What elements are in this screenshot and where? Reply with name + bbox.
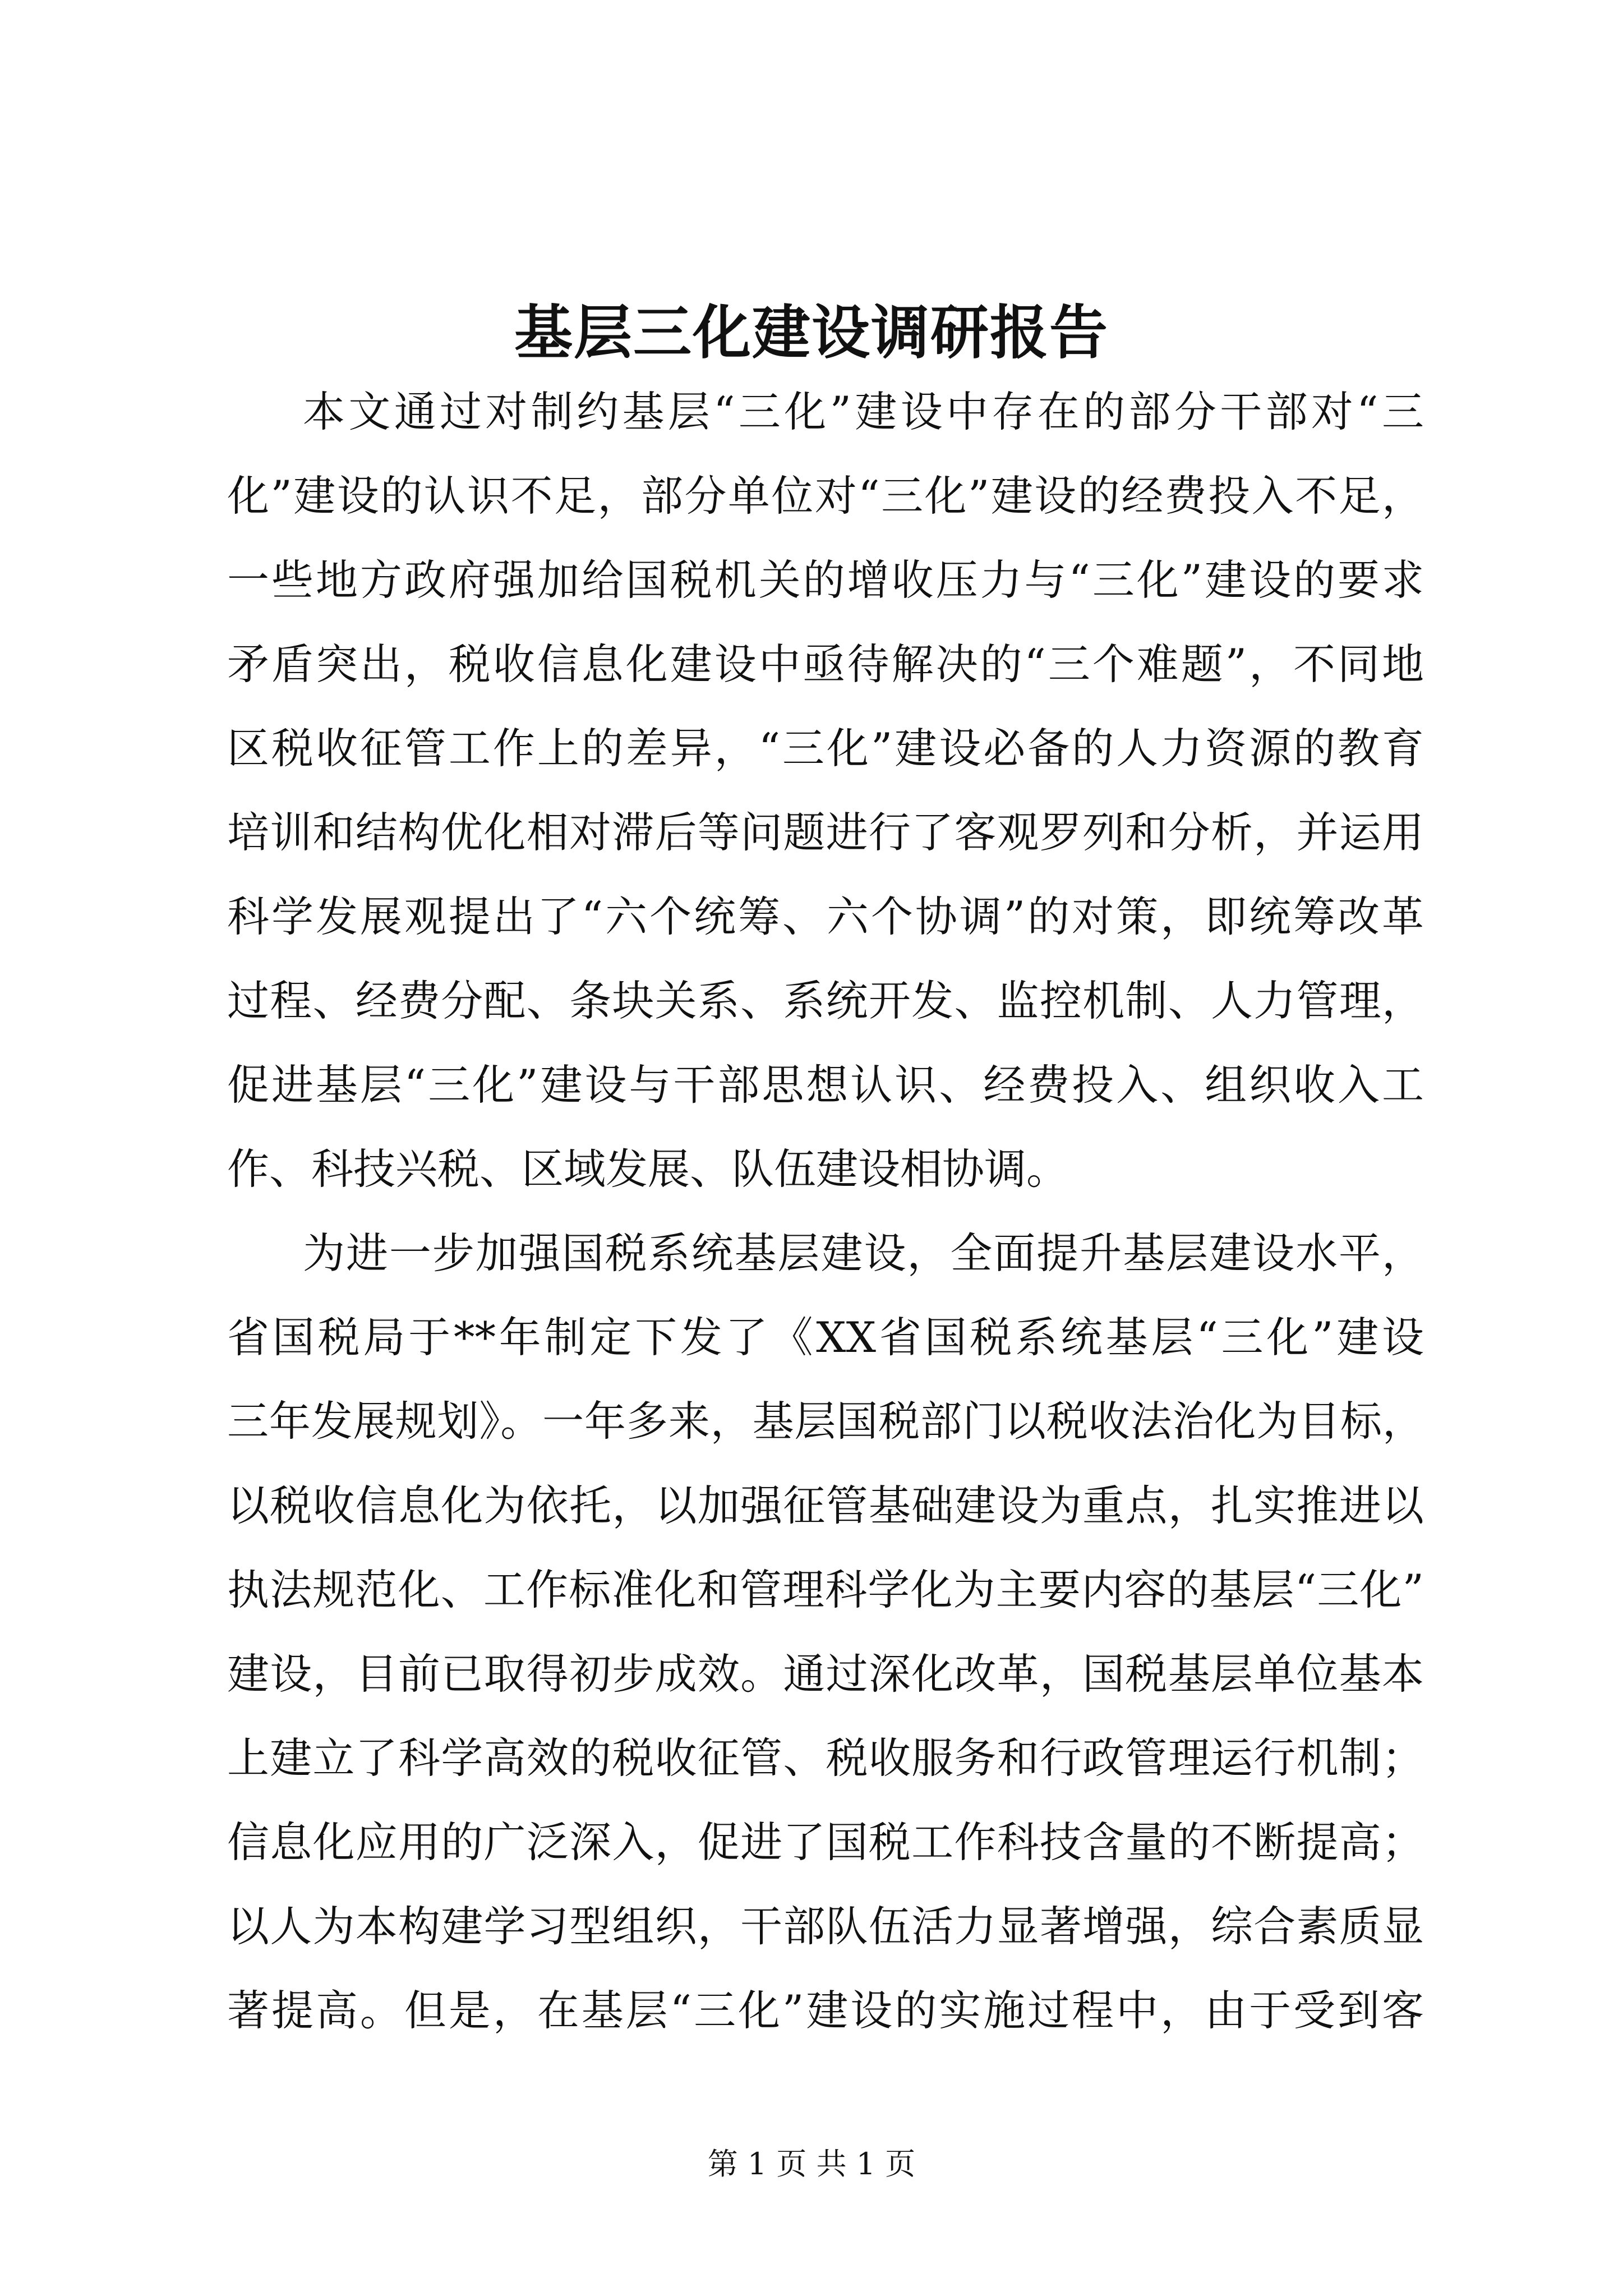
- paragraph-line: 省国税局于**年制定下发了《XX省国税系统基层“三化”建设: [227, 1313, 1424, 1362]
- paragraph-line: 本文通过对制约基层“三化”建设中存在的部分干部对“三: [303, 387, 1424, 436]
- paragraph-line: 促进基层“三化”建设与干部思想认识、经费投入、组织收入工: [227, 1060, 1424, 1110]
- paragraph-line: 区税收征管工作上的差异，“三化”建设必备的人力资源的教育: [227, 724, 1424, 773]
- paragraph-line: 矛盾突出，税收信息化建设中亟待解决的“三个难题”，不同地: [227, 639, 1424, 689]
- paragraph-line: 三年发展规划》。一年多来，基层国税部门以税收法治化为目标，: [227, 1397, 1424, 1446]
- paragraph-line: 以税收信息化为依托，以加强征管基础建设为重点，扎实推进以: [227, 1481, 1424, 1530]
- paragraph-line: 上建立了科学高效的税收征管、税收服务和行政管理运行机制；: [227, 1733, 1424, 1783]
- paragraph-line: 化”建设的认识不足，部分单位对“三化”建设的经费投入不足，: [227, 471, 1424, 521]
- paragraph-line: 执法规范化、工作标准化和管理科学化为主要内容的基层“三化”: [227, 1565, 1424, 1614]
- paragraph-line: 培训和结构优化相对滞后等问题进行了客观罗列和分析，并运用: [227, 808, 1424, 857]
- paragraph-line: 著提高。但是，在基层“三化”建设的实施过程中，由于受到客: [227, 1986, 1424, 2035]
- paragraph-line: 作、科技兴税、区域发展、队伍建设相协调。: [227, 1144, 1069, 1194]
- paragraph-line: 信息化应用的广泛深入，促进了国税工作科技含量的不断提高；: [227, 1818, 1424, 1867]
- paragraph-line: 以人为本构建学习型组织，干部队伍活力显著增强，综合素质显: [227, 1902, 1424, 1951]
- page-number-footer: 第 1 页 共 1 页: [707, 2146, 916, 2182]
- paragraph-line: 科学发展观提出了“六个统筹、六个协调”的对策，即统筹改革: [227, 892, 1424, 941]
- paragraph-line: 一些地方政府强加给国税机关的增收压力与“三化”建设的要求: [227, 555, 1424, 605]
- paragraph-line: 过程、经费分配、条块关系、系统开发、监控机制、人力管理，: [227, 976, 1424, 1025]
- page-title: 基层三化建设调研报告: [514, 298, 1109, 367]
- paragraph-line: 建设，目前已取得初步成效。通过深化改革，国税基层单位基本: [227, 1649, 1424, 1699]
- paragraph-line: 为进一步加强国税系统基层建设，全面提升基层建设水平，: [303, 1228, 1424, 1278]
